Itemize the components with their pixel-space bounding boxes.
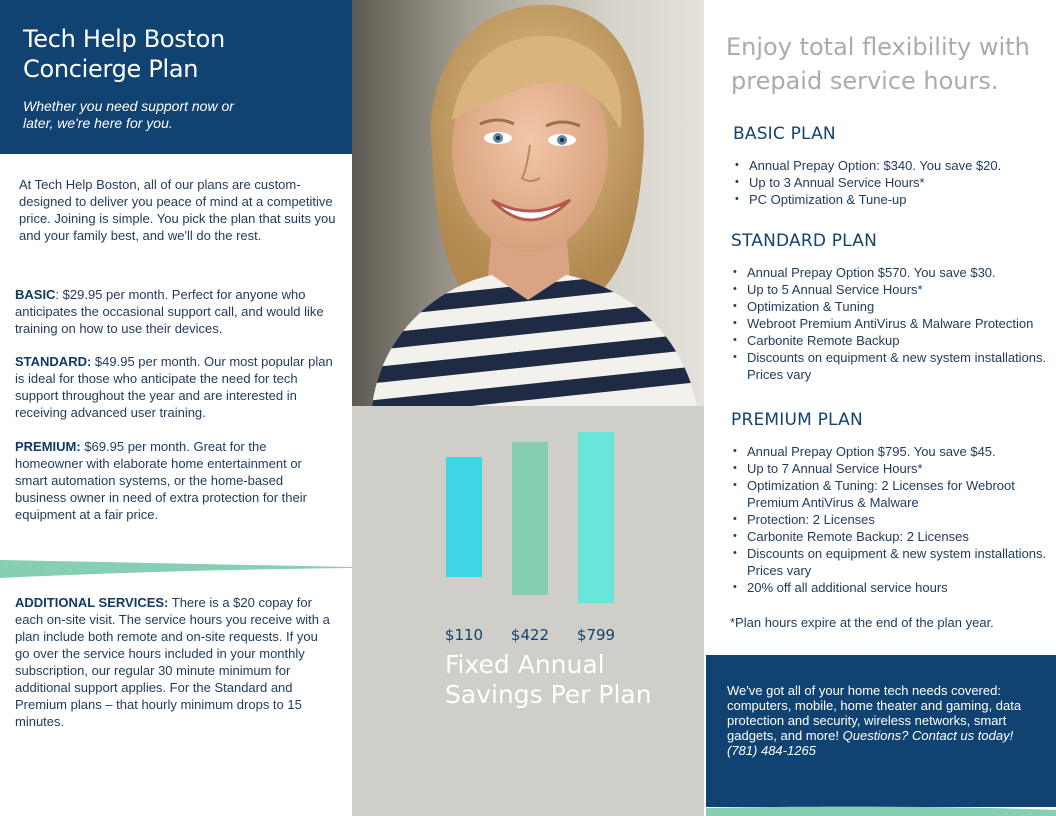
basic-description	[15, 286, 333, 337]
premium-description	[15, 438, 333, 523]
standard-plan-title: STANDARD PLAN	[731, 231, 877, 251]
headline-line-2: prepaid service hours.	[731, 67, 999, 95]
contact-cta: Questions? Contact us today! (781) 484-1265	[727, 728, 1014, 758]
intro-paragraph: At Tech Help Boston, all of our plans are custom-designed to deliver you peace of mind at a competitive price. Joining is simple. You pick the plan that suits you and your family best, and we'll do the rest.	[19, 177, 336, 243]
chart-title-line-1: Fixed Annual	[445, 650, 605, 679]
savings-bar	[512, 442, 548, 595]
basic-label: BASIC	[15, 287, 56, 302]
basic-plan-item: • Annual Prepay Option: $340. You save $20.	[733, 157, 1053, 174]
savings-bar-label: $422	[510, 626, 550, 644]
savings-bar-label: $799	[576, 626, 616, 644]
contact-text: We've got all of your home tech needs covered: computers, mobile, home theater and gaming, data protection and security, wireless networks, smart gadgets, and more!	[727, 683, 1022, 743]
savings-bar-label: $110	[444, 626, 484, 644]
standard-plan-item: • Carbonite Remote Backup	[731, 332, 1051, 349]
standard-plan-list	[731, 264, 1051, 383]
standard-plan-item: • Annual Prepay Option $570. You save $30.	[731, 264, 1051, 281]
contact-box	[706, 655, 1056, 807]
standard-plan-block	[731, 230, 1051, 383]
title-line-1: Tech Help Boston	[23, 25, 225, 53]
headline-line-1: Enjoy total flexibility with	[726, 33, 1030, 61]
title-line-2: Concierge Plan	[23, 55, 199, 83]
savings-chart	[352, 406, 704, 816]
bottom-decorative-wave	[706, 806, 1056, 816]
right-headline	[726, 30, 1046, 98]
standard-plan-item: • Webroot Premium AntiVirus & Malware Protection	[731, 315, 1051, 332]
premium-label: PREMIUM:	[15, 439, 81, 454]
basic-text: : $29.95 per month. Perfect for anyone who anticipates the occasional support call, and would like training on how to use their devices.	[15, 287, 324, 336]
standard-plan-item: • Up to 5 Annual Service Hours*	[731, 281, 1051, 298]
standard-description	[15, 353, 333, 421]
premium-plan-item: • Carbonite Remote Backup: 2 Licenses	[731, 528, 1051, 545]
chart-title	[445, 650, 652, 710]
savings-bar	[578, 432, 614, 603]
decorative-wave	[0, 558, 352, 578]
premium-plan-list	[731, 443, 1051, 596]
premium-plan-item: • Optimization & Tuning: 2 Licenses for Webroot Premium AntiVirus & Malware	[731, 477, 1051, 511]
premium-text: $69.95 per month. Great for the homeowner with elaborate home entertainment or smart automation systems, or the home-based business owner in need of extra protection for their equipment at a fair price.	[15, 439, 307, 522]
standard-label: STANDARD:	[15, 354, 92, 369]
premium-plan-item: • Up to 7 Annual Service Hours*	[731, 460, 1051, 477]
basic-plan-list	[733, 157, 1053, 208]
premium-plan-item: • Annual Prepay Option $795. You save $45.	[731, 443, 1051, 460]
left-header	[0, 0, 362, 154]
basic-plan-title: BASIC PLAN	[733, 124, 836, 144]
basic-plan-block	[733, 123, 1053, 208]
premium-plan-title: PREMIUM PLAN	[731, 410, 863, 430]
basic-plan-item: • PC Optimization & Tune-up	[733, 191, 1053, 208]
savings-bar	[446, 457, 482, 577]
premium-plan-item: • Discounts on equipment & new system installations. Prices vary	[731, 545, 1051, 579]
plan-footnote: *Plan hours expire at the end of the plan year.	[730, 615, 994, 630]
premium-plan-block	[731, 409, 1051, 596]
brochure-title	[23, 24, 362, 84]
tagline: Whether you need support now or later, we're here for you.	[23, 98, 234, 131]
additional-text: There is a $20 copay for each on-site visit. The service hours you receive with a plan include both remote and on-site requests. If you go over the service hours included in your monthly subscription, our regular 30 minute minimum for additional support applies. For the Standard and Premium plans – that hourly minimum drops to 15 minutes.	[15, 595, 330, 729]
smiling-woman-photo	[352, 0, 704, 406]
standard-plan-item: • Discounts on equipment & new system installations. Prices vary	[731, 349, 1051, 383]
standard-plan-item: • Optimization & Tuning	[731, 298, 1051, 315]
additional-services-description	[15, 594, 335, 730]
basic-plan-item: • Up to 3 Annual Service Hours*	[733, 174, 1053, 191]
additional-label: ADDITIONAL SERVICES:	[15, 595, 169, 610]
chart-title-line-2: Savings Per Plan	[445, 680, 652, 709]
premium-plan-item: • Protection: 2 Licenses	[731, 511, 1051, 528]
premium-plan-item: • 20% off all additional service hours	[731, 579, 1051, 596]
standard-text: $49.95 per month. Our most popular plan is ideal for those who anticipate the need for tech support throughout the year and are interested in receiving advanced user training.	[15, 354, 333, 420]
